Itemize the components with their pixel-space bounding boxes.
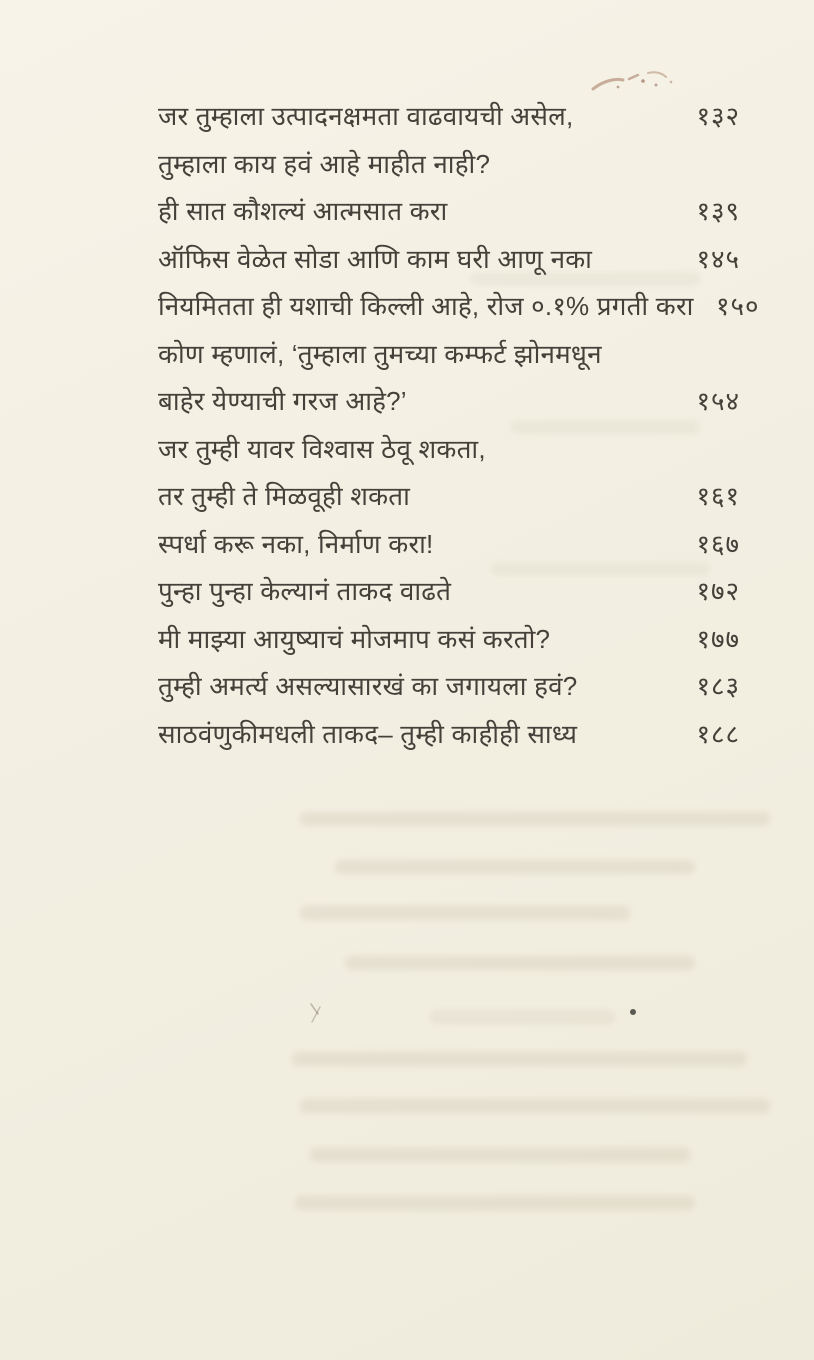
toc-entry-text: तुम्ही अमर्त्य असल्यासारखं का जगायला हवं?	[158, 671, 578, 701]
bleed-through-artifact	[510, 420, 700, 434]
bleed-through-artifact	[490, 562, 710, 576]
toc-page-number: १५४	[696, 386, 740, 416]
bleed-through-artifact	[300, 1099, 770, 1113]
toc-entry-text: ही सात कौशल्यं आत्मसात करा	[158, 196, 448, 226]
bleed-through-artifact	[292, 1052, 747, 1066]
toc-entry-text: साठवंणुकीमधली ताकद– तुम्ही काहीही साध्य	[158, 718, 578, 749]
toc-row	[158, 574, 740, 622]
toc-row	[158, 194, 740, 242]
toc-entry-text: नियमितता ही यशाची किल्ली आहे, रोज ०.१% प्रगती करा	[158, 291, 694, 321]
toc-page-number: १६७	[696, 528, 740, 559]
toc-page-number: १४५	[696, 243, 740, 274]
toc-page-number: १८८	[696, 718, 740, 749]
toc-entry-text: मी माझ्या आयुष्याचं मोजमाप कसं करतो?	[158, 623, 551, 654]
bleed-through-artifact	[295, 1196, 695, 1210]
bleed-through-artifact	[470, 272, 700, 286]
toc-row	[158, 479, 740, 527]
bleed-through-artifact	[310, 1148, 690, 1162]
toc-page-number: १७२	[696, 576, 740, 606]
toc-page-number: १७७	[696, 623, 740, 654]
bleed-through-artifact	[300, 906, 630, 920]
toc-page-number: १५०	[715, 291, 760, 321]
bleed-through-artifact	[335, 860, 695, 874]
ink-smudge-artifact	[585, 64, 680, 100]
toc-row	[158, 669, 740, 717]
toc-entry-text: बाहेर येण्याची गरज आहे?’	[158, 386, 407, 416]
bleed-through-artifact	[345, 956, 695, 970]
toc-entry-text: तुम्हाला काय हवं आहे माहीत नाही?	[158, 148, 491, 179]
toc-page-number: १८३	[696, 671, 740, 701]
toc-row	[158, 337, 740, 385]
toc-page-number: १३९	[696, 196, 740, 226]
toc-page-number: १६१	[696, 481, 740, 511]
toc-row	[158, 717, 740, 765]
toc-entry-text: जर तुम्ही यावर विश्वास ठेवू शकता,	[158, 433, 486, 464]
toc-entry-text: स्पर्धा करू नका, निर्माण करा!	[158, 528, 434, 559]
toc-row	[158, 622, 740, 670]
toc-page-number: १३२	[696, 101, 740, 131]
toc-row	[158, 432, 740, 480]
toc-row	[158, 147, 740, 195]
bleed-through-artifact	[430, 1010, 615, 1024]
toc-entry-text: तर तुम्ही ते मिळवूही शकता	[158, 481, 411, 511]
toc-entry-text: ऑफिस वेळेत सोडा आणि काम घरी आणू नका	[158, 243, 593, 274]
toc-entry-text: कोण म्हणालं, ‘तुम्हाला तुमच्या कम्फर्ट झोनमधून	[158, 338, 602, 369]
bleed-through-artifact	[300, 812, 770, 826]
pencil-mark-artifact	[308, 1000, 326, 1026]
toc-row	[158, 99, 740, 147]
toc-entry-text: जर तुम्हाला उत्पादनक्षमता वाढवायची असेल,	[158, 101, 574, 131]
toc-row	[158, 289, 760, 337]
toc-entry-text: पुन्हा पुन्हा केल्यानं ताकद वाढते	[158, 576, 452, 606]
ink-dot-artifact	[630, 1009, 636, 1015]
